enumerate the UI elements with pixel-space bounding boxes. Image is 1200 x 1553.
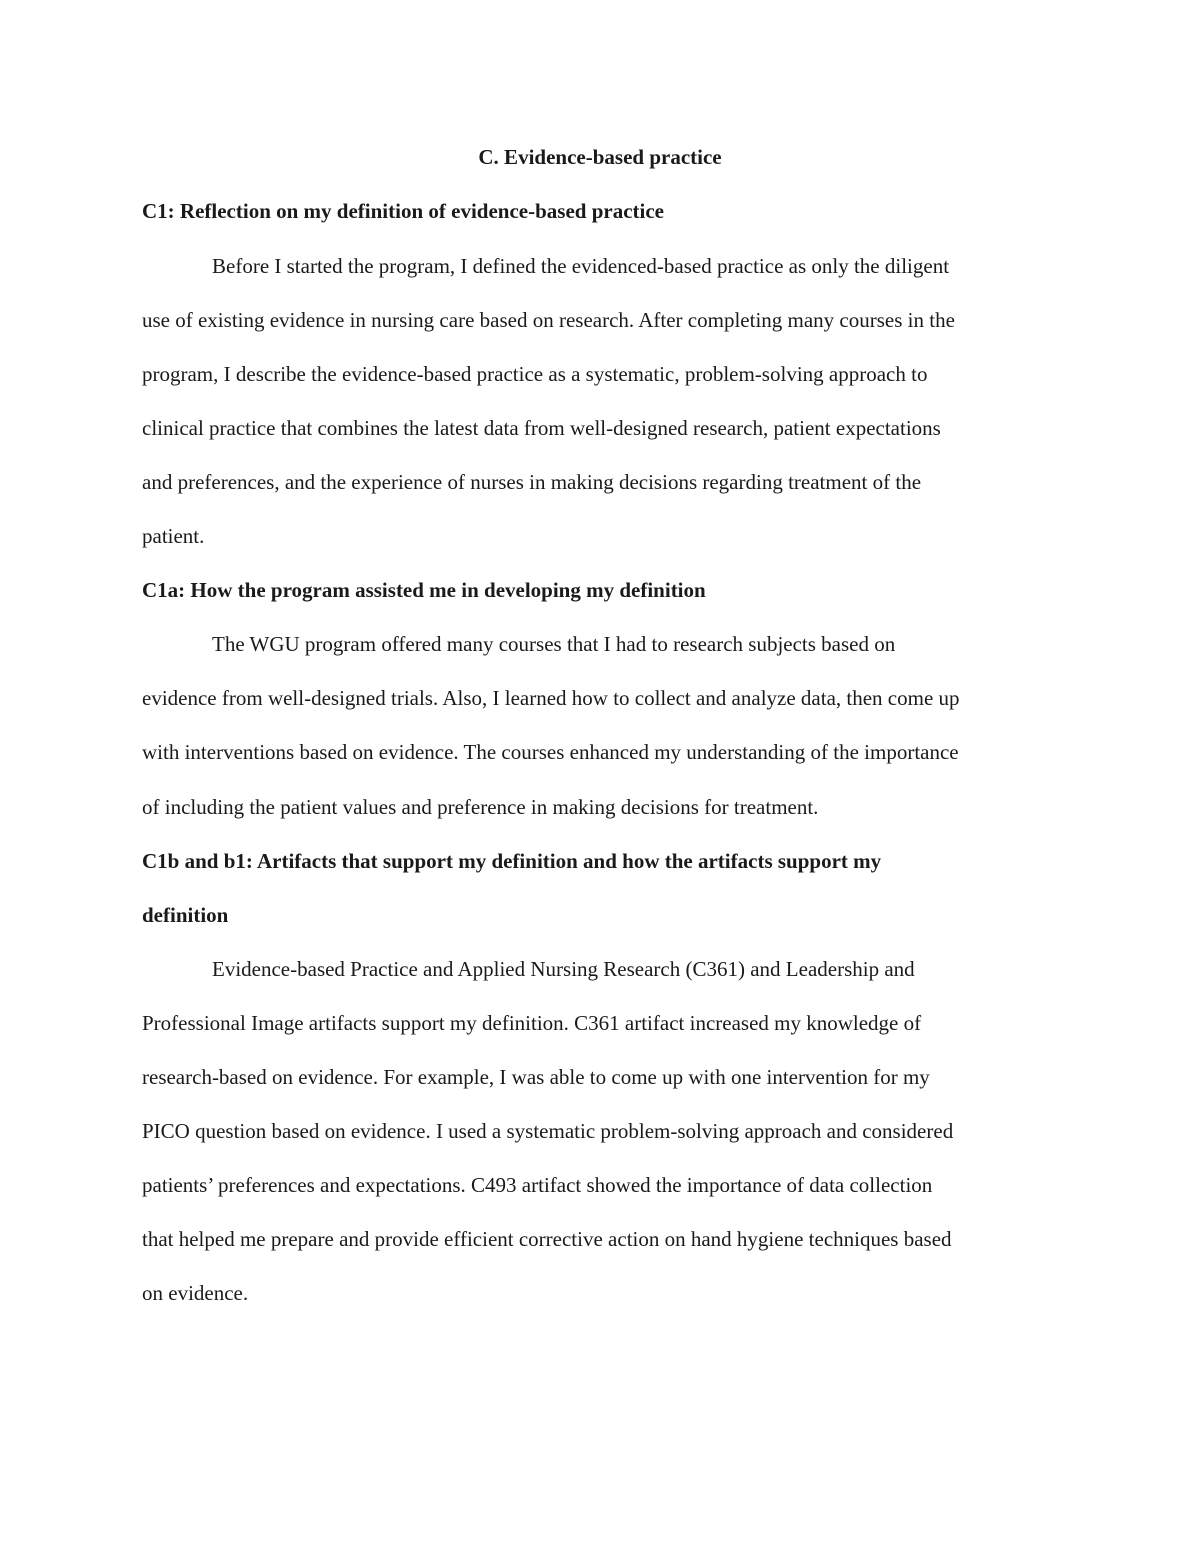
paragraph-line: evidence from well-designed trials. Also, I learned how to collect and analyze data, then come up [142,686,960,710]
paragraph-line: Before I started the program, I defined the evidenced-based practice as only the diligent [212,254,950,278]
paragraph-line: patient. [142,524,205,548]
paragraph-line: and preferences, and the experience of nurses in making decisions regarding treatment of the [142,470,922,494]
paragraph-line: clinical practice that combines the latest data from well-designed research, patient expectations [142,416,941,440]
paragraph-line: PICO question based on evidence. I used a systematic problem-solving approach and considered [142,1119,954,1143]
paragraph-line: use of existing evidence in nursing care based on research. After completing many courses in the [142,308,955,332]
document-title: C. Evidence-based practice [478,145,722,169]
section-heading-c1a: C1a: How the program assisted me in developing my definition [142,578,706,602]
section-heading-c1b-continued: definition [142,903,229,927]
paragraph-line: of including the patient values and preference in making decisions for treatment. [142,795,819,819]
paragraph-line: with interventions based on evidence. The courses enhanced my understanding of the importance [142,740,959,764]
section-heading-c1b: C1b and b1: Artifacts that support my definition and how the artifacts support my [142,849,882,873]
paragraph-line: program, I describe the evidence-based practice as a systematic, problem-solving approach to [142,362,928,386]
section-heading-c1: C1: Reflection on my definition of evidence-based practice [142,199,664,223]
paragraph-line: patients’ preferences and expectations. C493 artifact showed the importance of data collection [142,1173,933,1197]
paragraph-line: Professional Image artifacts support my definition. C361 artifact increased my knowledge of [142,1011,922,1035]
paragraph-line: that helped me prepare and provide efficient corrective action on hand hygiene techniques based [142,1227,952,1251]
paragraph-line: Evidence-based Practice and Applied Nursing Research (C361) and Leadership and [212,957,915,981]
paragraph-line: research-based on evidence. For example, I was able to come up with one intervention for my [142,1065,930,1089]
paragraph-line: on evidence. [142,1281,249,1305]
paragraph-line: The WGU program offered many courses that I had to research subjects based on [212,632,896,656]
